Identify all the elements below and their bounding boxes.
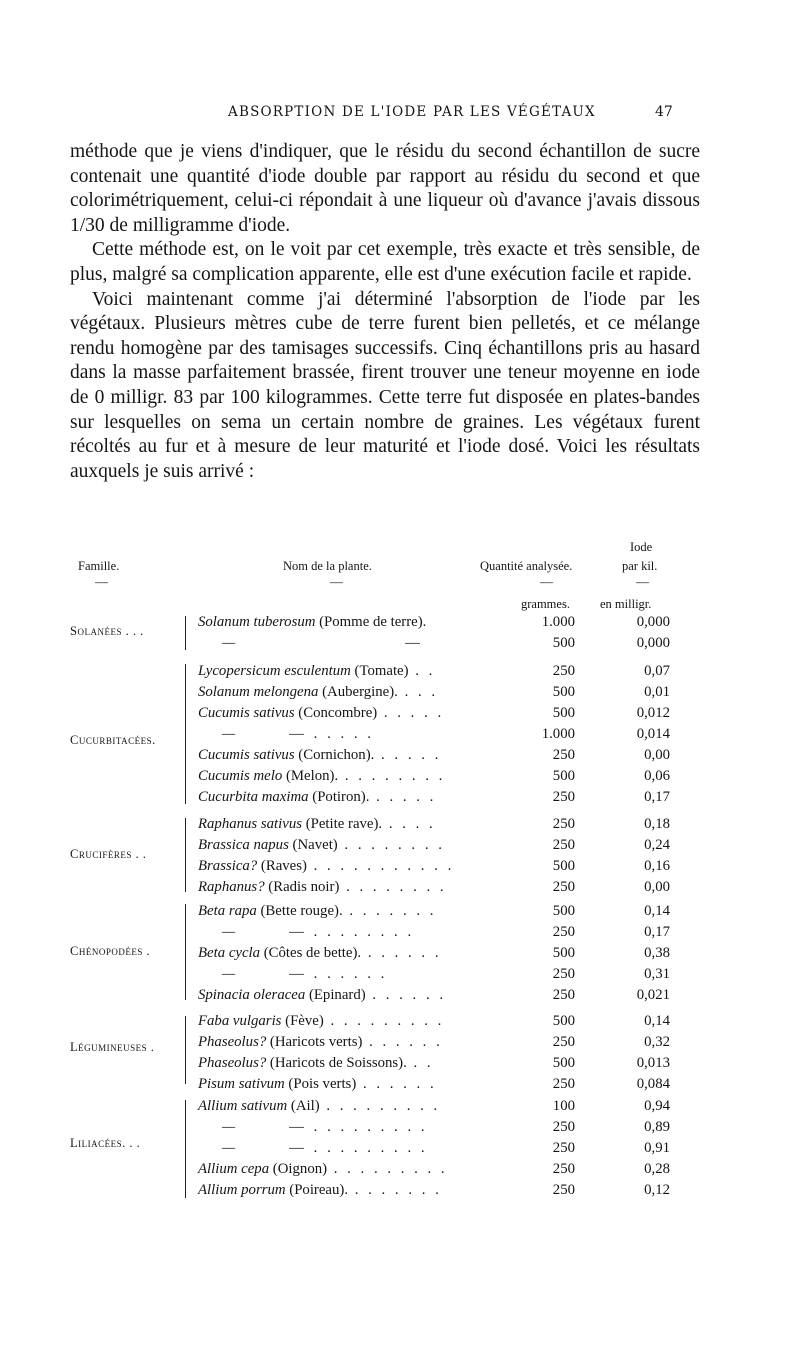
table-row: Allium cepa (Oignon) . . . . . . . . . 250 0,28 [198, 1161, 670, 1177]
table-row: Beta cycla (Côtes de bette). . . . . . . 500 0,38 [198, 945, 670, 961]
body-text [70, 140, 700, 484]
table-row: Raphanus sativus (Petite rave). . . . . 250 0,18 [198, 816, 670, 832]
paragraph: méthode que je viens d'indiquer, que le résidu du second échantillon de sucre contenait une quantité d'iode double par rapport au résidu du second et que colorimétriquement, celui-ci répondait à une liqueur où d'avance j'avais dissous 1/30 de milligramme d'iode. [70, 141, 700, 236]
header-rule-family: — [95, 574, 108, 589]
table-row: Solanum melongena (Aubergine). . . . 500 0,01 [198, 684, 670, 700]
table-row: Cucurbita maxima (Potiron). . . . . . 250 0,17 [198, 789, 670, 805]
table-row: Allium sativum (Ail) . . . . . . . . . 100 0,94 [198, 1098, 670, 1114]
header-quantity: Quantité analysée. [480, 559, 573, 573]
table-row: Faba vulgaris (Fève) . . . . . . . . . 500 0,14 [198, 1013, 670, 1029]
table-row: — — . . . . . . . . . 250 0,89 [222, 1119, 670, 1135]
family-solanees: Solanées . . . [70, 624, 144, 638]
unit-milligrams: en milligr. [600, 597, 652, 611]
table-row: Cucumis sativus (Cornichon). . . . . . 250 0,00 [198, 747, 670, 763]
table-row: Pisum sativum (Pois verts) . . . . . . 250 0,084 [198, 1076, 670, 1092]
header-family: Famille. [78, 559, 120, 573]
table-row: Spinacia oleracea (Epinard) . . . . . . 250 0,021 [198, 987, 670, 1003]
running-header [0, 104, 800, 128]
page-number: 47 [655, 104, 673, 120]
table-row: — — . . . . . . . . . 250 0,91 [222, 1140, 670, 1156]
paragraph: Voici maintenant comme j'ai déterminé l'absorption de l'iode par les végétaux. Plusieurs mètres cube de terre furent bien pelletés, et ce mélange rendu homogène par des tamisages successifs. Cinq échantillons pris au hasard dans la masse parfaitement brassée, firent trouver une teneur moyenne en iode de 0 milligr. 83 par 100 kilogrammes. Cette terre fut disposée en plates-bandes sur lesquelles on sema un certain nombre de graines. Les végétaux furent récoltés au fur et à mesure de leur maturité et l'iode dosé. Voici les résultats auxquels je suis arrivé : [70, 288, 700, 482]
table-row: — — 500 0,000 [222, 635, 670, 651]
table-row: Allium porrum (Poireau). . . . . . . . 250 0,12 [198, 1182, 670, 1198]
header-rule-plant: — [330, 574, 343, 589]
header-rule-quantity: — [540, 574, 553, 589]
table-row: — — . . . . . . . . 250 0,17 [222, 924, 670, 940]
family-cruciferes: Crucifères . . [70, 847, 147, 861]
table-row: Lycopersicum esculentum (Tomate) . . 250 0,07 [198, 663, 670, 679]
running-title: ABSORPTION DE L'IODE PAR LES VÉGÉTAUX [228, 104, 596, 120]
family-legumineuses: Légumineuses . [70, 1040, 155, 1054]
table-row: Phaseolus? (Haricots verts) . . . . . . 250 0,32 [198, 1034, 670, 1050]
header-plant: Nom de la plante. [283, 559, 372, 573]
table-row: Cucumis melo (Melon). . . . . . . . . 500 0,06 [198, 768, 670, 784]
table-row: Raphanus? (Radis noir) . . . . . . . . 250 0,00 [198, 879, 670, 895]
header-iode: Iode [630, 540, 653, 554]
table-row: — — . . . . . . 250 0,31 [222, 966, 670, 982]
family-chenopodees: Chénopodées . [70, 944, 151, 958]
table-row: Solanum tuberosum (Pomme de terre). 1.000 0,000 [198, 614, 670, 630]
unit-grams: grammes. [521, 597, 570, 611]
table-row: Phaseolus? (Haricots de Soissons). . . 500 0,013 [198, 1055, 670, 1071]
header-iodine-per-kilo: par kil. [622, 559, 658, 573]
family-cucurbitacees: Cucurbitacées. [70, 733, 156, 747]
family-liliacees: Liliacées. . . [70, 1136, 141, 1150]
table-row: Brassica? (Raves) . . . . . . . . . . . 500 0,16 [198, 858, 670, 874]
table-row: Brassica napus (Navet) . . . . . . . . 250 0,24 [198, 837, 670, 853]
table-row: — — . . . . . 1.000 0,014 [222, 726, 670, 742]
header-rule-iodine: — [636, 574, 649, 589]
table-row: Beta rapa (Bette rouge). . . . . . . . 500 0,14 [198, 903, 670, 919]
table-row: Cucumis sativus (Concombre) . . . . . 500 0,012 [198, 705, 670, 721]
paragraph: Cette méthode est, on le voit par cet exemple, très exacte et très sensible, de plus, malgré sa complication apparente, elle est d'une exécution facile et rapide. [70, 239, 700, 285]
